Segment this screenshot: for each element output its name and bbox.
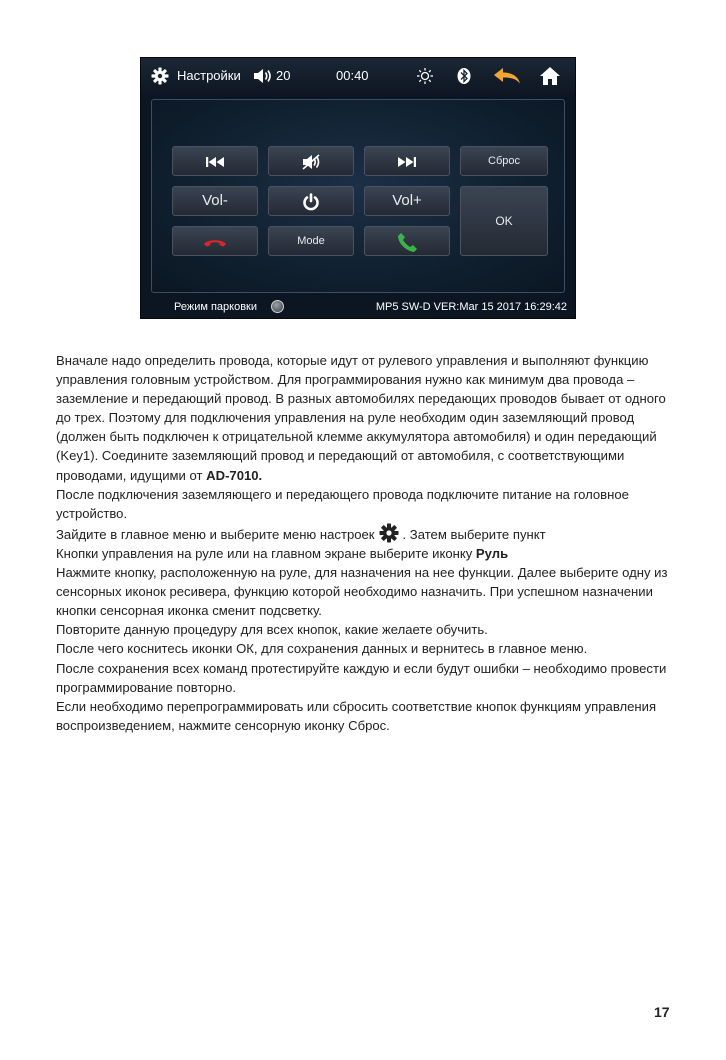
hang-up-icon <box>202 227 228 257</box>
instruction-text <box>56 351 676 735</box>
status-bar <box>141 58 575 94</box>
call-button[interactable] <box>364 226 450 256</box>
settings-gear-icon <box>379 523 399 543</box>
parking-mode-label: Режим парковки <box>174 301 258 313</box>
clock: 00:40 <box>336 68 369 83</box>
steering-wheel-control-panel <box>151 99 565 293</box>
reset-button[interactable]: Сброс <box>460 146 548 176</box>
volume-down-button[interactable]: Vol- <box>172 186 258 216</box>
power-icon <box>302 187 320 217</box>
next-track-button[interactable] <box>364 146 450 176</box>
back-arrow-icon[interactable] <box>493 58 521 94</box>
next-track-icon <box>396 147 418 177</box>
bluetooth-icon[interactable] <box>457 58 473 94</box>
paragraph-5: Нажмите кнопку, расположенную на руле, для назначения на нее функции. Далее выберите одну из сенсорных иконок ресивера, функцию которой необходимо назначить. При успешном назначении кнопки сенсорная иконка сменит подсветку. <box>56 565 668 619</box>
page-number: 17 <box>654 1004 670 1020</box>
paragraph-3: Зайдите в главное меню и выберите меню настроек . Затем выберите пункт <box>56 523 676 544</box>
screen-title: Настройки <box>177 68 241 83</box>
call-icon <box>396 227 418 257</box>
mode-button[interactable]: Mode <box>268 226 354 256</box>
volume-icon[interactable] <box>253 58 275 94</box>
paragraph-7: После чего коснитесь иконки ОК, для сохранения данных и вернитесь в главное меню. <box>56 641 588 657</box>
paragraph-6: Повторите данную процедуру для всех кнопок, какие желаете обучить. <box>56 622 488 638</box>
parking-mode-toggle[interactable] <box>271 300 284 313</box>
head-unit-screenshot <box>140 57 576 319</box>
mute-button[interactable] <box>268 146 354 176</box>
home-icon[interactable] <box>539 58 561 94</box>
prev-track-icon <box>204 147 226 177</box>
hang-up-button[interactable] <box>172 226 258 256</box>
brightness-icon[interactable] <box>416 58 436 94</box>
paragraph-1: Вначале надо определить провода, которые идут от рулевого управления и выполняют функцию управления головным устройством. Для программирования нужно как минимум два провода – заземление и передающий провод. В разных автомобилях передающих проводов бывает от одного до трех. Поэтому для подключения управления на руле необходим один заземляющий провод (должен быть подключен к отрицательной клемме аккумулятора автомобиля) и один передающий (Key1). Соедините заземляющий провод и передающий от автомобиля, с соответствующими проводами, идущими от AD-7010. <box>56 353 666 483</box>
paragraph-2: После подключения заземляющего и передающего провода подключите питание на головное устройство. <box>56 486 629 521</box>
firmware-version: MP5 SW-D VER:Mar 15 2017 16:29:42 <box>375 301 567 313</box>
volume-up-button[interactable]: Vol+ <box>364 186 450 216</box>
prev-track-button[interactable] <box>172 146 258 176</box>
screen-footer <box>141 294 575 319</box>
paragraph-9: Если необходимо перепрограммировать или сбросить соответствие кнопок функциям управления воспроизведением, нажмите сенсорную иконку Сброс. <box>56 698 657 733</box>
power-button[interactable] <box>268 186 354 216</box>
volume-level: 20 <box>276 68 291 83</box>
gear-icon[interactable] <box>151 58 171 94</box>
steering-icon-label: Руль <box>475 545 509 561</box>
paragraph-8: После сохранения всех команд протестируйте каждую и если будут ошибки – необходимо провести программирование повторно. <box>56 660 667 695</box>
paragraph-4: Кнопки управления на руле или на главном экране выберите иконку Руль <box>56 545 509 561</box>
mute-icon <box>300 147 322 177</box>
ok-button[interactable]: OK <box>460 186 548 256</box>
model-name: AD-7010. <box>206 467 263 483</box>
